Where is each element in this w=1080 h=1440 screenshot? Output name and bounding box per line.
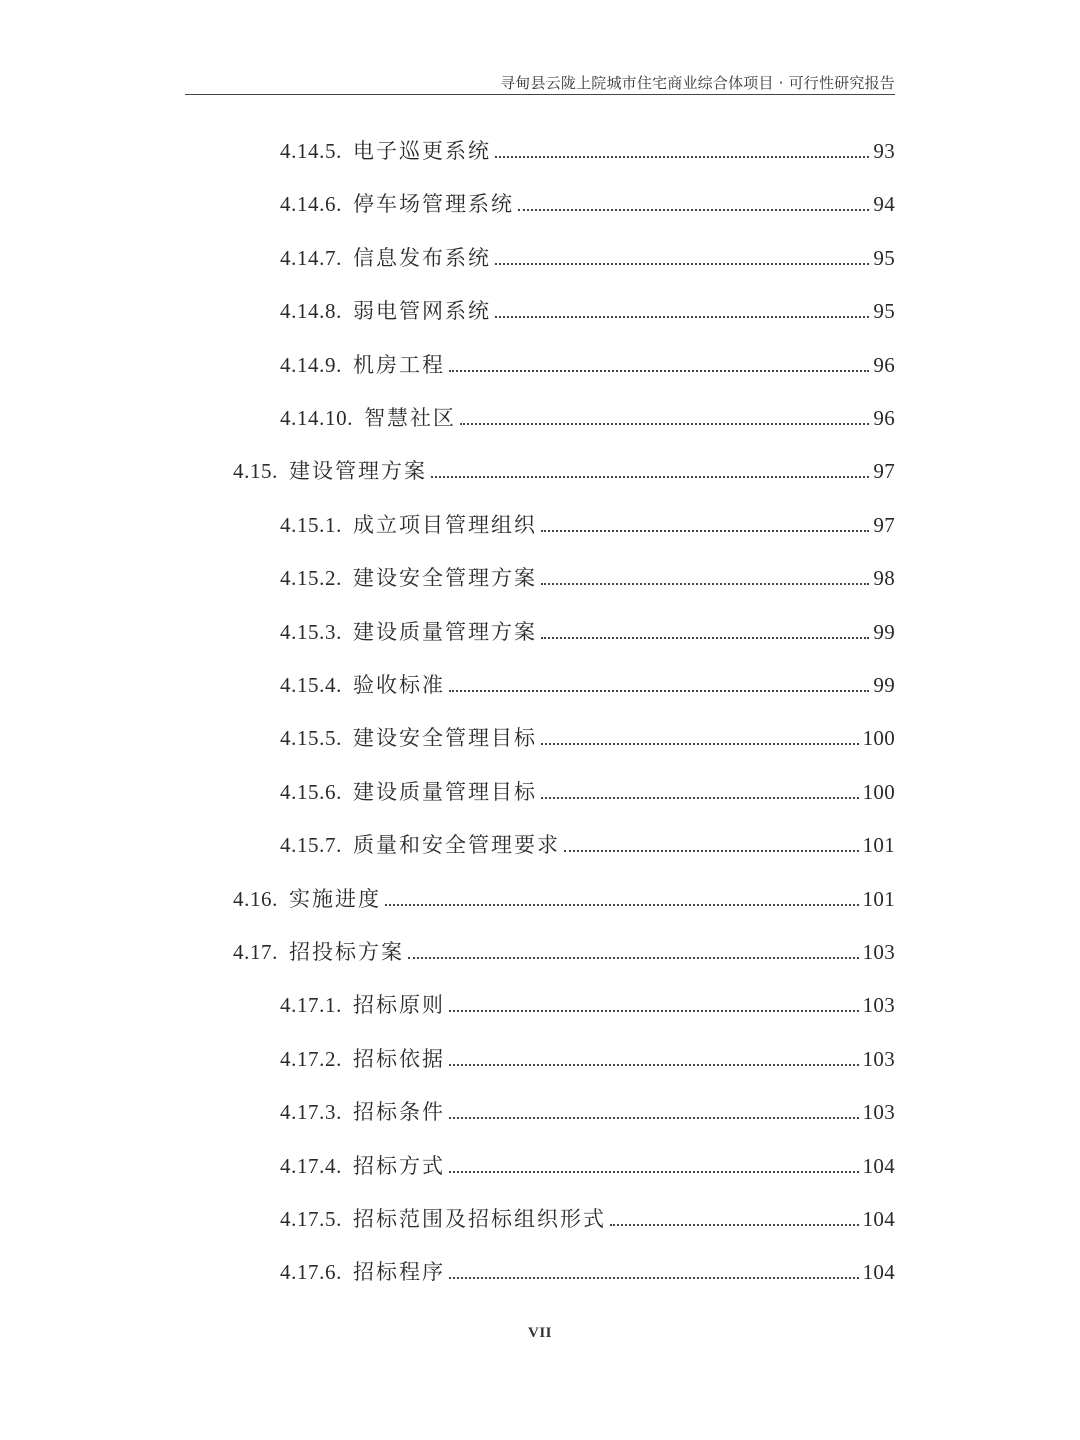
toc-entry-page: 97 (873, 459, 895, 484)
toc-dot-leader (431, 476, 869, 478)
toc-entry-page: 101 (862, 833, 895, 858)
toc-entry-title: 机房工程 (352, 352, 445, 377)
header-divider (185, 94, 895, 95)
toc-entry-page: 96 (873, 352, 895, 377)
toc-entry-number: 4.17.1. (280, 993, 342, 1018)
toc-dot-leader (541, 637, 869, 639)
toc-entry-number: 4.17.5. (280, 1207, 342, 1231)
toc-entry-number: 4.17. (233, 940, 278, 964)
toc-entry-number: 4.15.5. (280, 726, 342, 751)
toc-entry-title: 成立项目管理组织 (352, 512, 537, 537)
toc-entry-page: 100 (862, 726, 895, 751)
toc-entry-title: 停车场管理系统 (352, 192, 514, 217)
toc-entry-page: 94 (873, 192, 895, 217)
toc-entry[interactable] (233, 881, 895, 913)
toc-entry[interactable] (280, 720, 895, 752)
toc-entry-page: 99 (873, 619, 895, 644)
toc-entry[interactable] (280, 667, 895, 699)
toc-entry-page: 104 (862, 1153, 895, 1178)
running-header-title: 寻甸县云陇上院城市住宅商业综合体项目 · 可行性研究报告 (500, 74, 895, 92)
toc-entry-title: 弱电管网系统 (352, 299, 491, 324)
toc-dot-leader (541, 530, 869, 532)
toc-entry[interactable] (280, 133, 895, 165)
toc-dot-leader (449, 1010, 859, 1012)
toc-entry-number: 4.15.7. (280, 833, 342, 858)
toc-entry-title: 建设质量管理目标 (352, 779, 537, 804)
toc-entry-title: 招标范围及招标组织形式 (352, 1207, 606, 1231)
toc-dot-leader (449, 1277, 859, 1279)
toc-entry-page: 104 (862, 1207, 895, 1231)
toc-entry-page: 96 (873, 406, 895, 430)
toc-entry-title: 招标依据 (352, 1046, 445, 1071)
toc-entry-number: 4.15.4. (280, 673, 342, 697)
toc-dot-leader (541, 797, 859, 799)
toc-entry-number: 4.15.2. (280, 566, 342, 591)
toc-dot-leader (564, 850, 859, 852)
toc-entry[interactable] (280, 1041, 895, 1073)
toc-entry[interactable] (280, 827, 895, 859)
toc-entry-number: 4.14.10. (280, 406, 354, 430)
toc-entry-title: 实施进度 (289, 886, 381, 911)
toc-entry[interactable] (280, 293, 895, 325)
toc-dot-leader (495, 156, 869, 158)
toc-entry[interactable] (280, 560, 895, 592)
toc-entry-number: 4.15.1. (280, 512, 342, 537)
toc-entry-title: 质量和安全管理要求 (352, 833, 560, 858)
toc-entry-title: 电子巡更系统 (352, 139, 491, 163)
toc-entry[interactable] (280, 1094, 895, 1126)
toc-entry-number: 4.15. (233, 459, 278, 484)
toc-entry[interactable] (233, 934, 895, 966)
toc-entry-page: 101 (862, 886, 895, 911)
toc-entry-number: 4.14.6. (280, 192, 342, 217)
toc-entry-page: 100 (862, 779, 895, 804)
toc-entry[interactable] (280, 186, 895, 218)
toc-entry-number: 4.17.3. (280, 1100, 342, 1125)
toc-entry-page: 98 (873, 566, 895, 591)
toc-dot-leader (408, 957, 859, 959)
toc-entry-number: 4.16. (233, 886, 278, 911)
toc-entry-page: 103 (862, 1100, 895, 1125)
toc-entry-page: 95 (873, 245, 895, 270)
toc-dot-leader (518, 209, 869, 211)
toc-entry-title: 招标程序 (352, 1260, 445, 1285)
toc-entry-title: 招标条件 (352, 1100, 445, 1125)
toc-entry-page: 97 (873, 512, 895, 537)
toc-entry-number: 4.15.3. (280, 619, 342, 644)
toc-entry-title: 建设质量管理方案 (352, 619, 537, 644)
toc-entry[interactable] (280, 400, 895, 432)
toc-dot-leader (541, 583, 869, 585)
toc-entry-page: 103 (862, 993, 895, 1018)
toc-entry-title: 建设安全管理方案 (352, 566, 537, 591)
toc-entry[interactable] (280, 507, 895, 539)
toc-entry[interactable] (280, 1201, 895, 1233)
toc-entry[interactable] (280, 614, 895, 646)
toc-entry-number: 4.14.7. (280, 245, 342, 270)
toc-entry-number: 4.17.2. (280, 1046, 342, 1071)
toc-dot-leader (495, 263, 869, 265)
toc-entry-title: 建设管理方案 (289, 459, 427, 484)
toc-dot-leader (449, 1064, 859, 1066)
toc-entry-title: 招标原则 (352, 993, 445, 1018)
toc-entry-number: 4.17.4. (280, 1153, 342, 1178)
toc-entry-title: 智慧社区 (364, 406, 457, 430)
toc-entry-page: 95 (873, 299, 895, 324)
page-number: VII (527, 1325, 552, 1341)
toc-entry-page: 93 (873, 139, 895, 163)
toc-dot-leader (449, 690, 869, 692)
toc-entry-title: 验收标准 (352, 673, 445, 697)
toc-entry-title: 招标方式 (352, 1153, 445, 1178)
toc-dot-leader (385, 904, 859, 906)
toc-entry-page: 99 (873, 673, 895, 697)
toc-dot-leader (495, 316, 869, 318)
toc-entry[interactable] (280, 1254, 895, 1286)
toc-entry-number: 4.14.8. (280, 299, 342, 324)
toc-entry[interactable] (233, 453, 895, 485)
toc-entry[interactable] (280, 240, 895, 272)
toc-dot-leader (449, 370, 869, 372)
toc-entry-title: 招投标方案 (289, 940, 404, 964)
toc-entry-title: 信息发布系统 (352, 245, 491, 270)
toc-dot-leader (541, 743, 859, 745)
toc-entry-number: 4.14.9. (280, 352, 342, 377)
toc-entry[interactable] (280, 1148, 895, 1180)
toc-entry-title: 建设安全管理目标 (352, 726, 537, 751)
toc-entry[interactable] (280, 774, 895, 806)
toc-dot-leader (610, 1224, 859, 1226)
toc-entry-page: 103 (862, 940, 895, 964)
toc-entry[interactable] (280, 347, 895, 379)
toc-dot-leader (449, 1171, 859, 1173)
toc-entry[interactable] (280, 987, 895, 1019)
toc-dot-leader (449, 1117, 859, 1119)
toc-entry-number: 4.14.5. (280, 139, 342, 163)
toc-dot-leader (460, 423, 869, 425)
toc-entry-page: 104 (862, 1260, 895, 1285)
toc-entry-page: 103 (862, 1046, 895, 1071)
toc-entry-number: 4.15.6. (280, 779, 342, 804)
toc-entry-number: 4.17.6. (280, 1260, 342, 1285)
